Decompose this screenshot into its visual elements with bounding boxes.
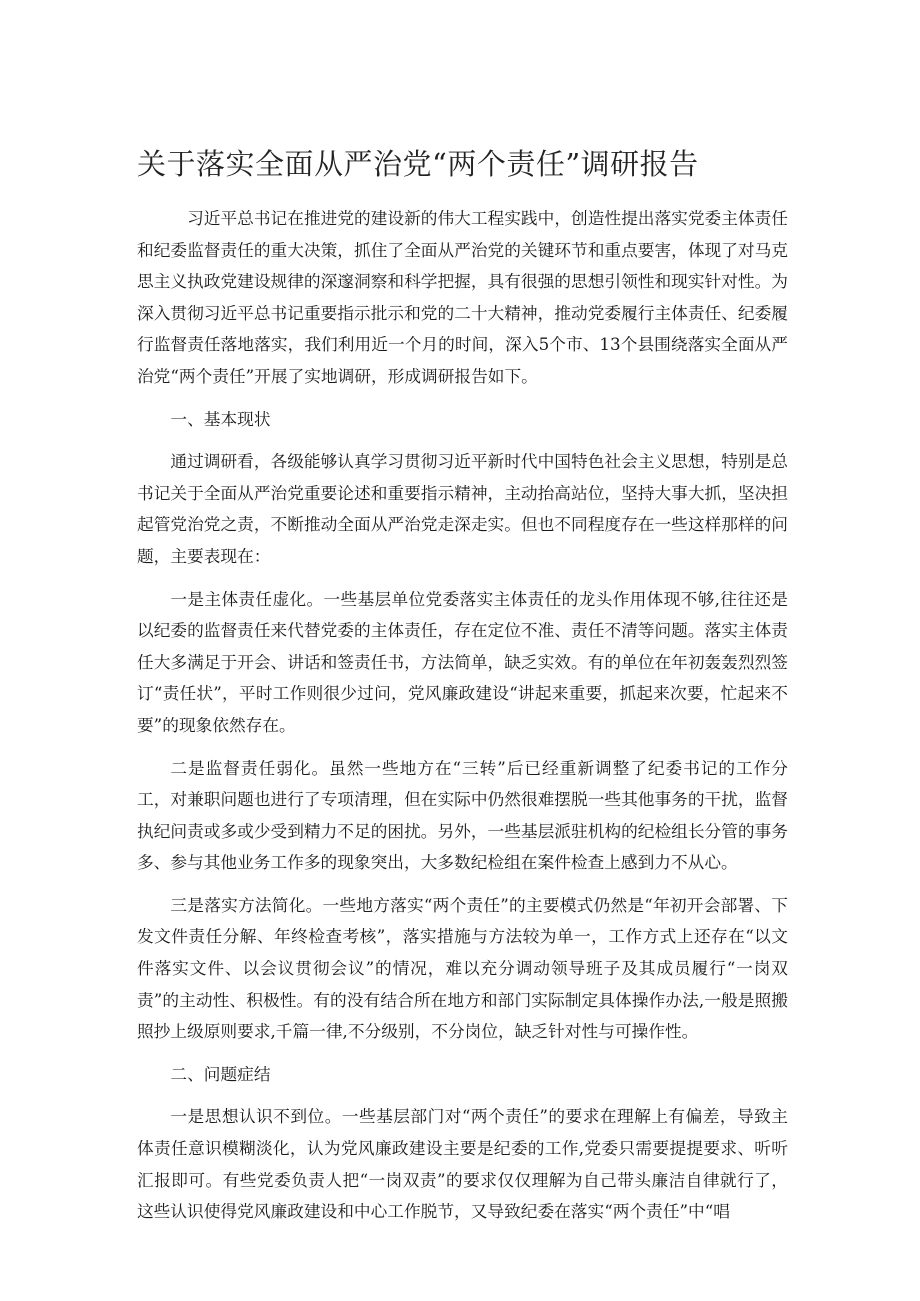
paragraph-implementation-method: 三是落实方法简化。一些地方落实“两个责任”的主要模式仍然是“年初开会部署、下发文件责任分解、年终检查考核”，落实措施与方法较为单一，工作方式上还存在“以文件落实文件、以会议贯彻会议”的情况，难以充分调动领导班子及其成员履行“一岗双责”的主动性、积极性。有的没有结合所在地方和部门实际制定具体操作办法,一般是照搬照抄上级原则要求,千篇一律,不分级别，不分岗位，缺乏针对性与可操作性。 [137,894,788,1042]
paragraph-supervision-responsibility: 二是监督责任弱化。虽然一些地方在“三转”后已经重新调整了纪委书记的工作分工，对兼职问题也进行了专项清理，但在实际中仍然很难摆脱一些其他事务的干扰，监督执纪问责或多或少受到精力不足的困扰。另外，一些基层派驻机构的纪检组长分管的事务多、参与其他业务工作多的现象突出，大多数纪检组在案件检查上感到力不从心。 [137,757,788,873]
document-body [137,203,788,1228]
paragraph-awareness: 一是思想认识不到位。一些基层部门对“两个责任”的要求在理解上有偏差，导致主体责任意识模糊淡化，认为党风廉政建设主要是纪委的工作,党委只需要提提要求、听听汇报即可。有些党委负责人把“一岗双责”的要求仅仅理解为自己带头廉洁自律就行了，这些认识使得党风廉政建设和中心工作脱节，又导致纪委在落实“两个责任”中“唱 [137,1106,788,1222]
section-heading-basic-status: 一、基本现状 [170,408,271,429]
section-heading-problem-causes: 二、问题症结 [170,1063,271,1084]
paragraph-main-responsibility: 一是主体责任虚化。一些基层单位党委落实主体责任的龙头作用体现不够,往往还是以纪委的监督责任来代替党委的主体责任，存在定位不准、责任不清等问题。落实主体责任大多满足于开会、讲话和签责任书，方法简单，缺乏实效。有的单位在年初轰轰烈烈签订“责任状”，平时工作则很少过问，党风廉政建设“讲起来重要，抓起来次要，忙起来不要”的现象依然存在。 [137,588,788,735]
document-title: 关于落实全面从严治党“两个责任”调研报告 [137,147,699,181]
intro-paragraph: 习近平总书记在推进党的建设新的伟大工程实践中，创造性提出落实党委主体责任和纪委监督责任的重大决策，抓住了全面从严治党的关键环节和重点要害，体现了对马克思主义执政党建设规律的深邃洞察和科学把握，具有很强的思想引领性和现实针对性。为深入贯彻习近平总书记重要指示批示和党的二十大精神，推动党委履行主体责任、纪委履行监督责任落地落实，我们利用近一个月的时间，深入5个市、13个县围绕落实全面从严治党“两个责任”开展了实地调研，形成调研报告如下。 [137,208,788,386]
paragraph-overview: 通过调研看，各级能够认真学习贯彻习近平新时代中国特色社会主义思想，特别是总书记关于全面从严治党重要论述和重要指示精神，主动抬高站位，坚持大事大抓，坚决担起管党治党之责，不断推动全面从严治党走深走实。但也不同程度存在一些这样那样的问题，主要表现在： [137,451,788,566]
